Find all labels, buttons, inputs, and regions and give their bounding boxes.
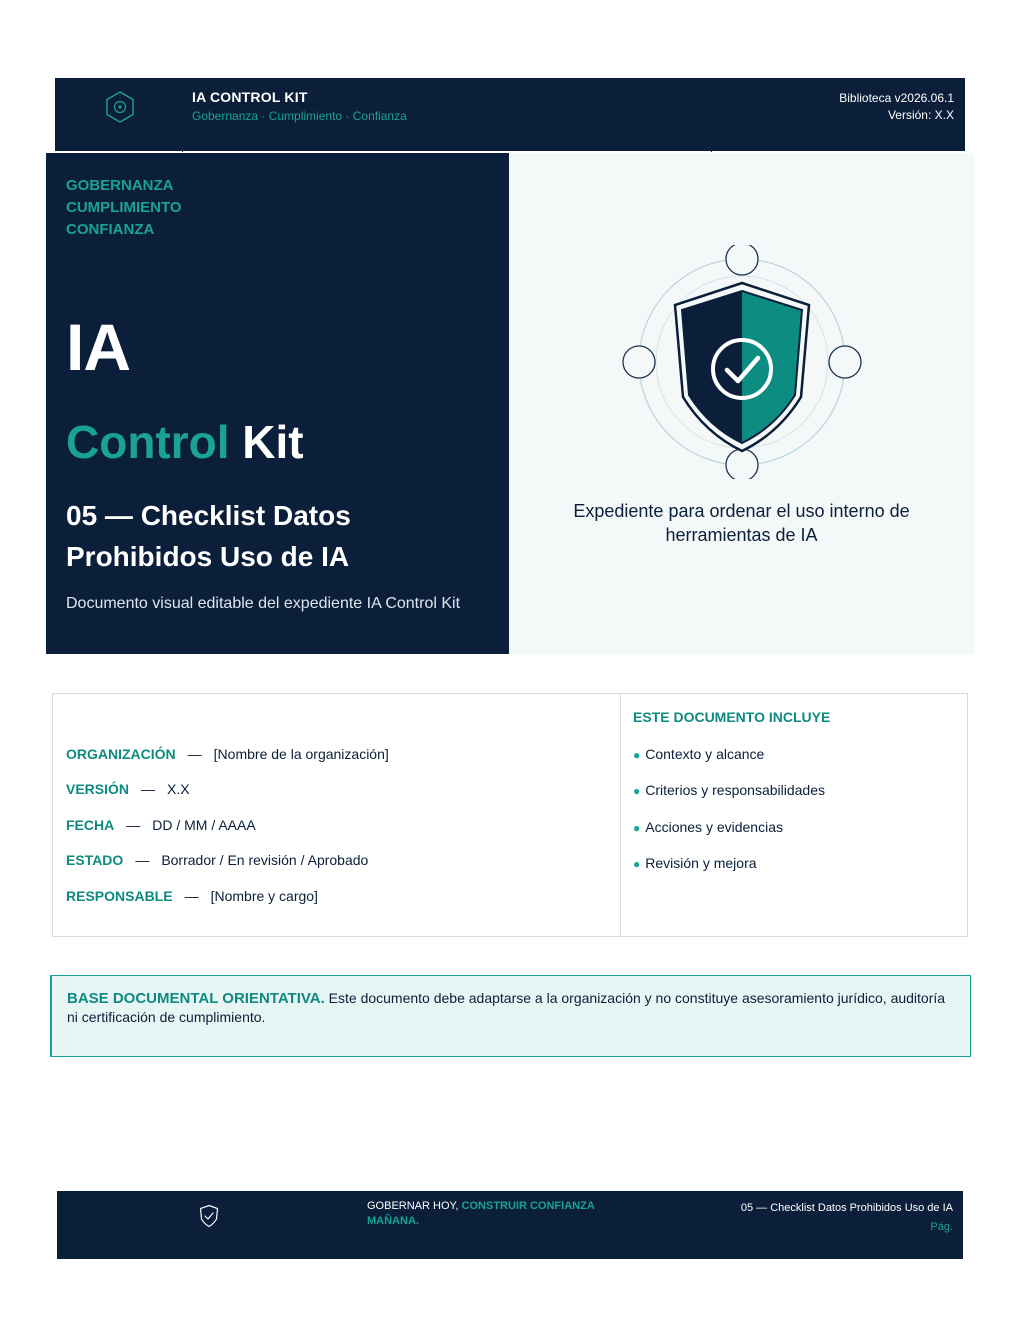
library-version: Biblioteca v2026.06.1 — [839, 91, 954, 105]
field-label: FECHA — [66, 817, 115, 833]
tag-compliance: CUMPLIMIENTO — [66, 199, 182, 216]
field-value[interactable]: X.X — [167, 781, 190, 797]
bullet-icon: ● — [633, 821, 641, 835]
field-label: ESTADO — [66, 852, 124, 868]
document-info-box — [52, 693, 968, 937]
field-separator: — — [135, 852, 150, 868]
page-header — [55, 78, 965, 150]
shield-check-small-icon — [198, 1204, 220, 1233]
slogan-highlight: CONSTRUIR CONFIANZA MAÑANA. — [367, 1200, 595, 1227]
field-separator: — — [187, 746, 202, 762]
brand-word-control: Control — [66, 416, 230, 468]
hero-brand — [66, 415, 304, 469]
header-tick — [182, 146, 183, 152]
disclaimer-lead: BASE DOCUMENTAL ORIENTATIVA. — [67, 990, 325, 1007]
includes-title: ESTE DOCUMENTO INCLUYE — [633, 709, 831, 725]
list-item — [633, 746, 764, 762]
field-separator: — — [141, 781, 156, 797]
list-item-label: Revisión y mejora — [645, 855, 757, 871]
hero-caption: Expediente para ordenar el uso interno de herramientas de IA — [573, 501, 910, 545]
field-value[interactable]: [Nombre de la organización] — [213, 746, 389, 762]
list-item — [633, 782, 825, 798]
field-value[interactable]: [Nombre y cargo] — [210, 888, 318, 904]
brand-subtitle: Gobernanza · Cumplimiento · Confianza — [192, 109, 407, 123]
hero-illustration-panel — [509, 153, 974, 654]
shield-check-icon — [619, 239, 865, 485]
field-label: RESPONSABLE — [66, 888, 173, 904]
field-value[interactable]: Borrador / En revisión / Aprobado — [161, 852, 369, 868]
info-divider — [620, 694, 621, 936]
hero-panel — [46, 153, 509, 654]
document-subtitle: Documento visual editable del expediente IA Control Kit — [66, 595, 461, 612]
tag-governance: GOBERNANZA — [66, 177, 174, 194]
footer-slogan — [367, 1199, 627, 1229]
footer-meta — [741, 1199, 953, 1237]
list-item-label: Acciones y evidencias — [645, 819, 783, 835]
header-tick — [711, 146, 712, 152]
tag-trust: CONFIANZA — [66, 221, 155, 238]
hero-tags — [66, 175, 182, 241]
header-rule — [55, 149, 965, 151]
footer-doc-ref: 05 — Checklist Datos Prohibidos Uso de IA — [740, 1202, 953, 1214]
field-organization — [66, 746, 389, 762]
document-version: Versión: X.X — [887, 108, 954, 122]
bullet-icon: ● — [633, 748, 641, 762]
disclaimer-body: Este documento debe adaptarse a la organización y no constituye asesoramiento jurídico, auditoría ni certificación de cumplimiento. — [67, 990, 946, 1025]
brand-word-kit: Kit — [242, 416, 304, 468]
list-item — [633, 855, 757, 871]
list-item-label: Criterios y responsabilidades — [645, 782, 826, 798]
field-label: ORGANIZACIÓN — [66, 746, 176, 762]
slogan-plain: GOBERNAR HOY, — [367, 1200, 462, 1212]
hexagon-logo-icon — [103, 90, 137, 124]
version-info — [839, 90, 954, 124]
field-separator: — — [184, 888, 199, 904]
field-date — [66, 817, 256, 833]
field-label: VERSIÓN — [66, 781, 130, 797]
list-item — [633, 819, 783, 835]
hero-big-title: IA — [66, 310, 130, 384]
disclaimer-text — [67, 989, 947, 1027]
field-owner — [66, 888, 318, 904]
disclaimer-notice — [50, 975, 971, 1057]
list-item-label: Contexto y alcance — [645, 746, 765, 762]
document-title: 05 — Checklist Datos Prohibidos Uso de IA — [66, 500, 351, 572]
field-version — [66, 781, 190, 797]
page-footer — [57, 1191, 963, 1259]
page-number: Pág. — [930, 1221, 953, 1233]
bullet-icon: ● — [633, 784, 641, 798]
bullet-icon: ● — [633, 857, 641, 871]
field-status — [66, 852, 368, 868]
field-value[interactable]: DD / MM / AAAA — [152, 817, 256, 833]
brand-title: IA CONTROL KIT — [192, 89, 308, 105]
field-separator: — — [126, 817, 141, 833]
